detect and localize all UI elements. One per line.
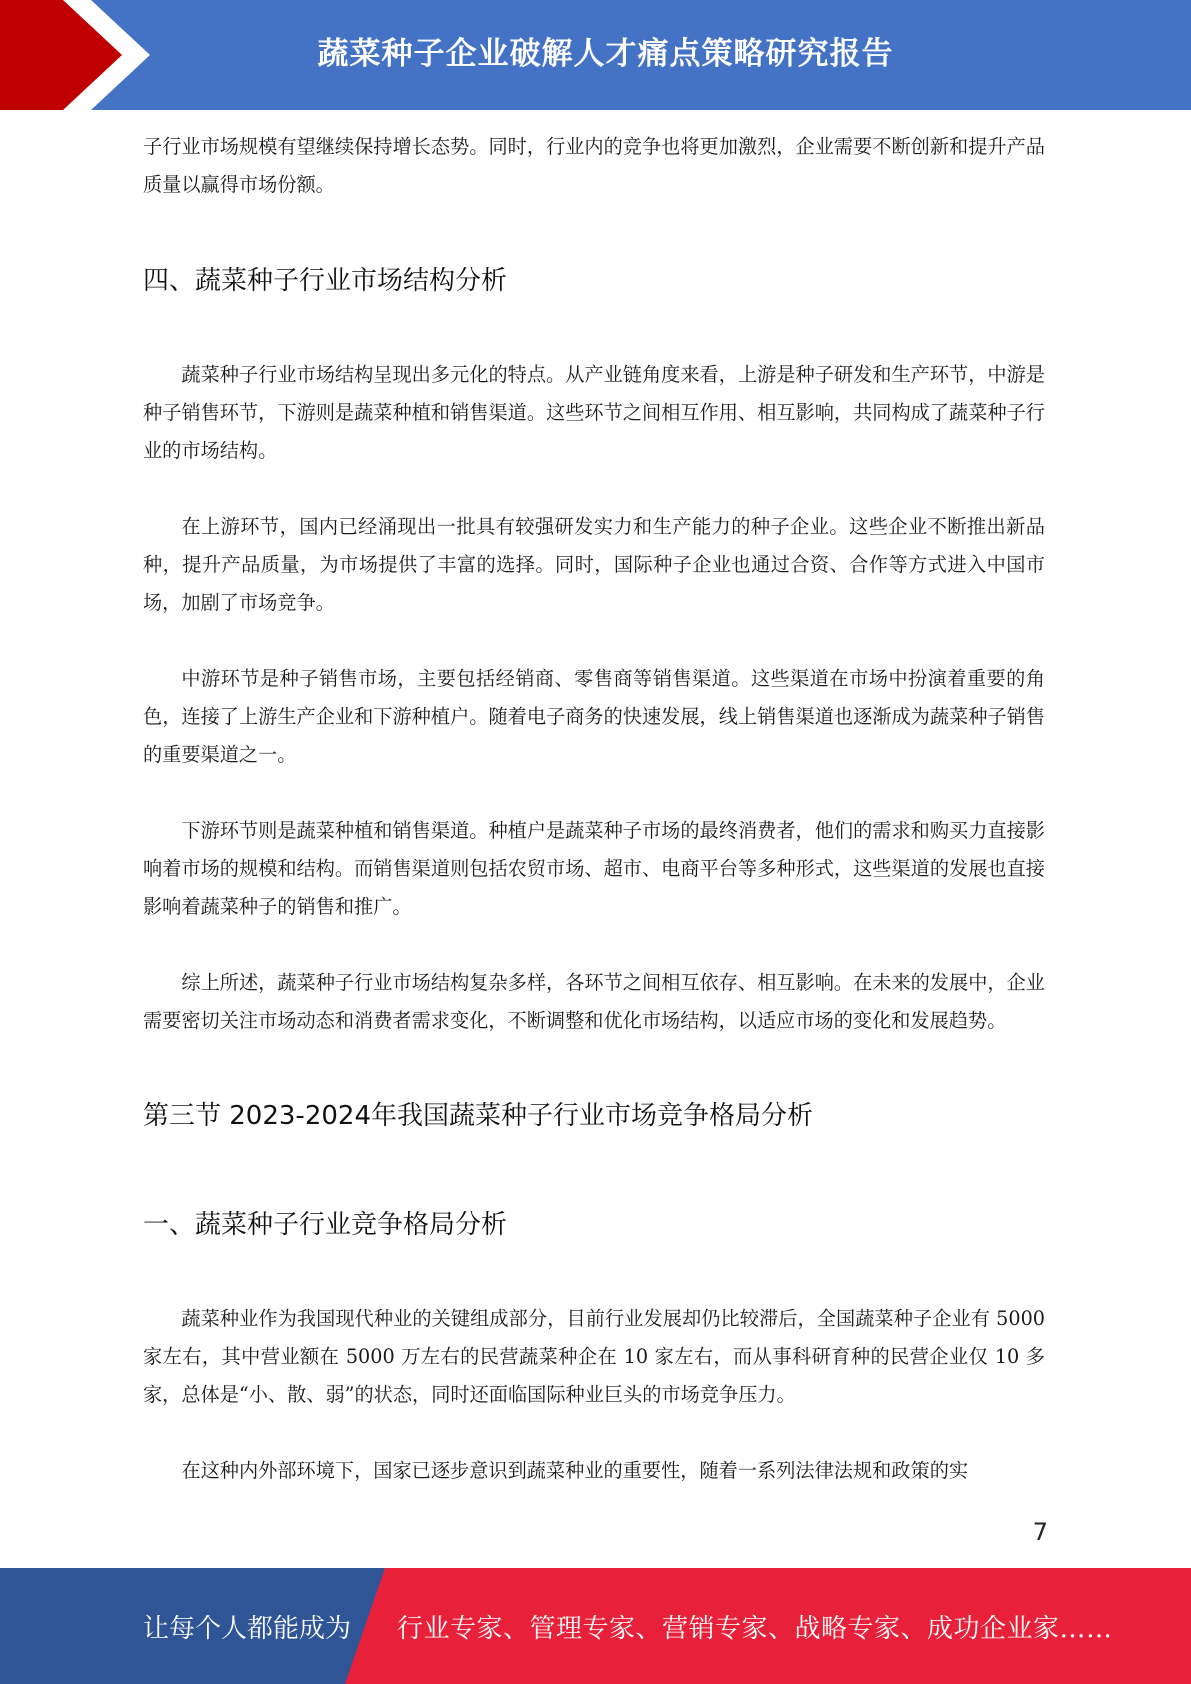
paragraph-intro-continuation: 子行业市场规模有望继续保持增长态势。同时，行业内的竞争也将更加激烈，企业需要不断创新和提升产品质量以赢得市场份额。	[143, 135, 1045, 196]
page-footer	[0, 1568, 1191, 1684]
paragraph-industry-status: 蔬菜种业作为我国现代种业的关键组成部分，目前行业发展却仍比较滞后，全国蔬菜种子企业有 5000 家左右，其中营业额在 5000 万左右的民营蔬菜种企在 10 家左右，而从事科研育种的民营企业仅 10 多家，总体是“小、散、弱”的状态，同时还面临国际种业巨头的市场竞争压力。	[143, 1307, 1045, 1406]
paragraph-downstream: 下游环节则是蔬菜种植和销售渠道。种植户是蔬菜种子市场的最终消费者，他们的需求和购买力直接影响着市场的规模和结构。而销售渠道则包括农贸市场、超市、电商平台等多种形式，这些渠道的发展也直接影响着蔬菜种子的销售和推广。	[143, 819, 1045, 918]
paragraph-summary: 综上所述，蔬菜种子行业市场结构复杂多样，各环节之间相互依存、相互影响。在未来的发展中，企业需要密切关注市场动态和消费者需求变化，不断调整和优化市场结构，以适应市场的变化和发展趋势。	[143, 971, 1045, 1032]
heading-market-structure: 四、蔬菜种子行业市场结构分析	[143, 266, 508, 296]
paragraph-policy-environment: 在这种内外部环境下，国家已逐步意识到蔬菜种业的重要性，随着一系列法律法规和政策的实	[181, 1459, 969, 1482]
heading-section-3: 第三节 2023-2024年我国蔬菜种子行业市场竞争格局分析	[143, 1101, 813, 1131]
paragraph-upstream: 在上游环节，国内已经涌现出一批具有较强研发实力和生产能力的种子企业。这些企业不断推出新品种，提升产品质量，为市场提供了丰富的选择。同时，国际种子企业也通过合资、合作等方式进入中国市场，加剧了市场竞争。	[143, 515, 1045, 614]
paragraph-midstream: 中游环节是种子销售市场，主要包括经销商、零售商等销售渠道。这些渠道在市场中扮演着重要的角色，连接了上游生产企业和下游种植户。随着电子商务的快速发展，线上销售渠道也逐渐成为蔬菜种子销售的重要渠道之一。	[143, 667, 1045, 766]
page-number: 7	[1032, 1518, 1048, 1546]
document-body	[143, 128, 1045, 1490]
page-header	[0, 0, 1191, 110]
report-title: 蔬菜种子企业破解人才痛点策略研究报告	[317, 35, 894, 72]
heading-competition-landscape: 一、蔬菜种子行业竞争格局分析	[143, 1210, 508, 1240]
footer-slogan-left: 让每个人都能成为	[143, 1613, 352, 1644]
paragraph-market-structure-overview: 蔬菜种子行业市场结构呈现出多元化的特点。从产业链角度来看，上游是种子研发和生产环节，中游是种子销售环节，下游则是蔬菜种植和销售渠道。这些环节之间相互作用、相互影响，共同构成了蔬菜种子行业的市场结构。	[143, 363, 1045, 462]
footer-slogan-right: 行业专家、管理专家、营销专家、战略专家、成功企业家……	[397, 1613, 1113, 1644]
